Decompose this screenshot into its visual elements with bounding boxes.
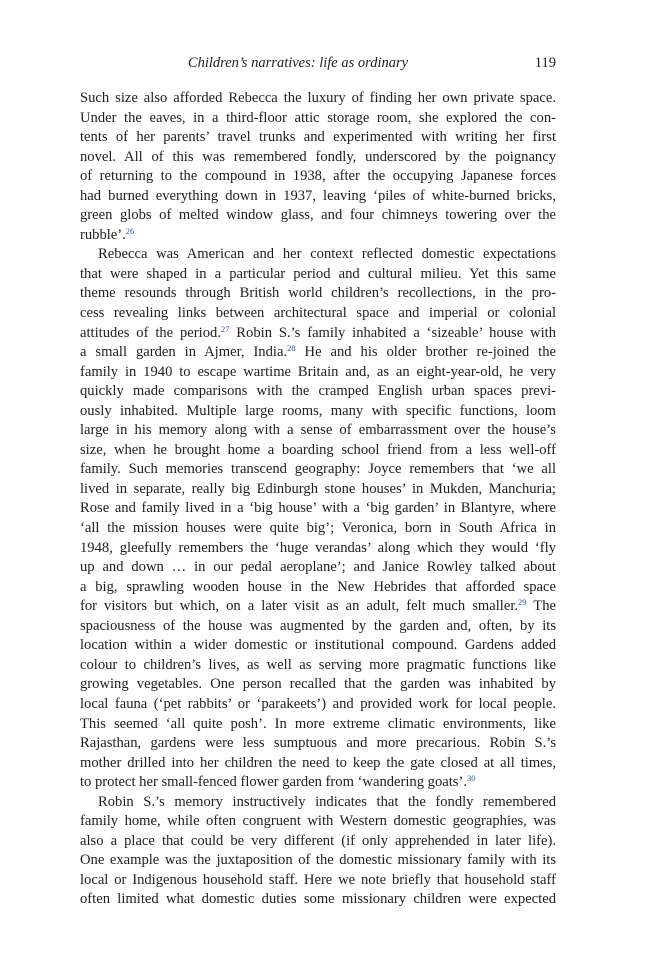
- line-text: often limited what domestic duties some missionary children were expected: [80, 891, 556, 908]
- text-line: [80, 109, 556, 129]
- line-text: theme resounds through British world children’s recollections, in the pro-: [80, 285, 556, 302]
- text-line: [80, 734, 556, 754]
- line-text: One example was the juxtaposition of the domestic missionary family with its: [80, 852, 556, 869]
- text-line: [80, 871, 556, 891]
- footnote-ref[interactable]: 26: [125, 225, 135, 236]
- text-line: [80, 284, 556, 304]
- text-line: [80, 343, 556, 363]
- footnote-ref[interactable]: 28: [287, 343, 296, 354]
- text-line: [80, 206, 556, 226]
- line-text: lived in separate, really big Edinburgh stone houses’ in Mukden, Manchuria;: [80, 480, 556, 497]
- line-text: colour to children’s lives, as well as serving more pragmatic functions like: [80, 656, 556, 673]
- text-line: [80, 245, 556, 265]
- text-line: [80, 148, 556, 168]
- line-text: that were shaped in a particular period and cultural milieu. Yet this same: [80, 265, 556, 282]
- text-line: [80, 636, 556, 656]
- line-text: tents of her parents’ travel trunks and experimented with writing her first: [80, 129, 556, 146]
- line-text: large in his memory along with a sense of embarrassment over the house’s: [80, 422, 556, 439]
- line-text: a big, sprawling wooden house in the New Hebrides that afforded space: [80, 578, 556, 595]
- running-title: Children’s narratives: life as ordinary: [187, 55, 409, 71]
- line-text: had burned everything down in 1937, leaving ‘piles of white-burned bricks,: [80, 187, 556, 204]
- text-line: [80, 812, 556, 832]
- text-line: [80, 617, 556, 637]
- text-line: [80, 167, 556, 187]
- text-line: [80, 832, 556, 852]
- line-text: novel. All of this was remembered fondly, underscored by the poignancy: [80, 148, 556, 165]
- text-line: [80, 304, 556, 324]
- line-text: This seemed ‘all quite posh’. In more extreme climatic environments, like: [80, 715, 556, 732]
- text-line: [80, 675, 556, 695]
- line-text: spaciousness of the house was augmented by the garden and, often, by its: [80, 617, 556, 634]
- text-line: [80, 773, 556, 793]
- line-text: location within a wider domestic or institutional compound. Gardens added: [80, 637, 556, 654]
- text-line: [80, 695, 556, 715]
- line-text-after: He and his older brother re-joined the: [295, 344, 556, 361]
- line-text: family. Such memories transcend geography: Joyce remembers that ‘we all: [80, 461, 556, 478]
- line-text: for visitors but which, on a later visit as an adult, felt much smaller.: [80, 598, 519, 615]
- line-text: Rebecca was American and her context reflected domestic expectations: [98, 246, 556, 263]
- text-line: [80, 421, 556, 441]
- text-line: [80, 539, 556, 559]
- text-line: [80, 382, 556, 402]
- line-text: also a place that could be very different (if only apprehended in later life).: [80, 832, 556, 849]
- text-line: [80, 499, 556, 519]
- line-text: growing vegetables. One person recalled that the garden was inhabited by: [80, 676, 556, 693]
- text-line: [80, 363, 556, 383]
- footnote-ref[interactable]: 27: [220, 323, 230, 334]
- body-text: [80, 89, 556, 910]
- text-line: [80, 187, 556, 207]
- text-line: [80, 851, 556, 871]
- text-line: [80, 558, 556, 578]
- line-text: local or Indigenous household staff. Here we note briefly that household staff: [80, 871, 556, 888]
- line-text: local fauna (‘pet rabbits’ or ‘parakeets’) and provided work for local people.: [80, 695, 556, 712]
- line-text: of returning to the compound in 1938, after the occupying Japanese forces: [80, 168, 556, 185]
- line-text: attitudes of the period.: [80, 324, 221, 341]
- line-text: Under the eaves, in a third-floor attic storage room, she explored the con-: [80, 109, 556, 126]
- text-line: [80, 402, 556, 422]
- text-line: [80, 597, 556, 617]
- line-text: Robin S.’s memory instructively indicates that the fondly remembered: [98, 793, 556, 810]
- text-line: [80, 656, 556, 676]
- text-line: [80, 441, 556, 461]
- line-text: up and down … in our pedal aeroplane’; and Janice Rowley talked about: [80, 559, 556, 576]
- text-line: [80, 480, 556, 500]
- footnote-ref[interactable]: 29: [518, 597, 527, 608]
- line-text-after: The: [526, 598, 556, 615]
- line-text: Rajasthan, gardens were less sumptuous and more precarious. Robin S.’s: [80, 735, 556, 752]
- line-text: mother drilled into her children the need to keep the gate closed at all times,: [80, 754, 556, 771]
- text-line: [80, 460, 556, 480]
- line-text: ously inhabited. Multiple large rooms, many with specific functions, loom: [80, 402, 556, 419]
- text-line: [80, 265, 556, 285]
- text-line: [80, 89, 556, 109]
- line-text: size, when he brought home a boarding school friend from a less well-off: [80, 441, 556, 458]
- line-text: to protect her small-fenced flower garden from ‘wandering goats’.: [80, 774, 467, 791]
- line-text: quickly made comparisons with the cramped English urban spaces previ-: [80, 383, 556, 400]
- line-text: cess revealing links between architectural space and imperial or colonial: [80, 305, 556, 322]
- text-line: [80, 793, 556, 813]
- text-line: [80, 578, 556, 598]
- text-line: [80, 324, 556, 344]
- footnote-ref[interactable]: 30: [466, 773, 476, 784]
- text-line: [80, 226, 556, 246]
- text-line: [80, 890, 556, 910]
- text-line: [80, 715, 556, 735]
- running-head: [80, 52, 556, 74]
- line-text-after: Robin S.’s family inhabited a ‘sizeable’ house with: [229, 324, 556, 341]
- line-text: family in 1940 to escape wartime Britain and, as an eight-year-old, he very: [80, 363, 556, 380]
- line-text: rubble’.: [80, 226, 126, 243]
- line-text: green globs of melted window glass, and four chimneys towering over the: [80, 207, 556, 224]
- text-line: [80, 754, 556, 774]
- line-text: 1948, gleefully remembers the ‘huge verandas’ along which they would ‘fly: [80, 539, 556, 556]
- text-line: [80, 128, 556, 148]
- line-text: Rose and family lived in a ‘big house’ with a ‘big garden’ in Blantyre, where: [80, 500, 556, 517]
- page-number: 119: [534, 55, 556, 71]
- line-text: family home, while often congruent with Western domestic geographies, was: [80, 813, 556, 830]
- line-text: Such size also afforded Rebecca the luxury of finding her own private space.: [80, 90, 556, 106]
- line-text: a small garden in Ajmer, India.: [80, 344, 288, 361]
- line-text: ‘all the mission houses were quite big’; Veronica, born in South Africa in: [80, 520, 556, 537]
- text-line: [80, 519, 556, 539]
